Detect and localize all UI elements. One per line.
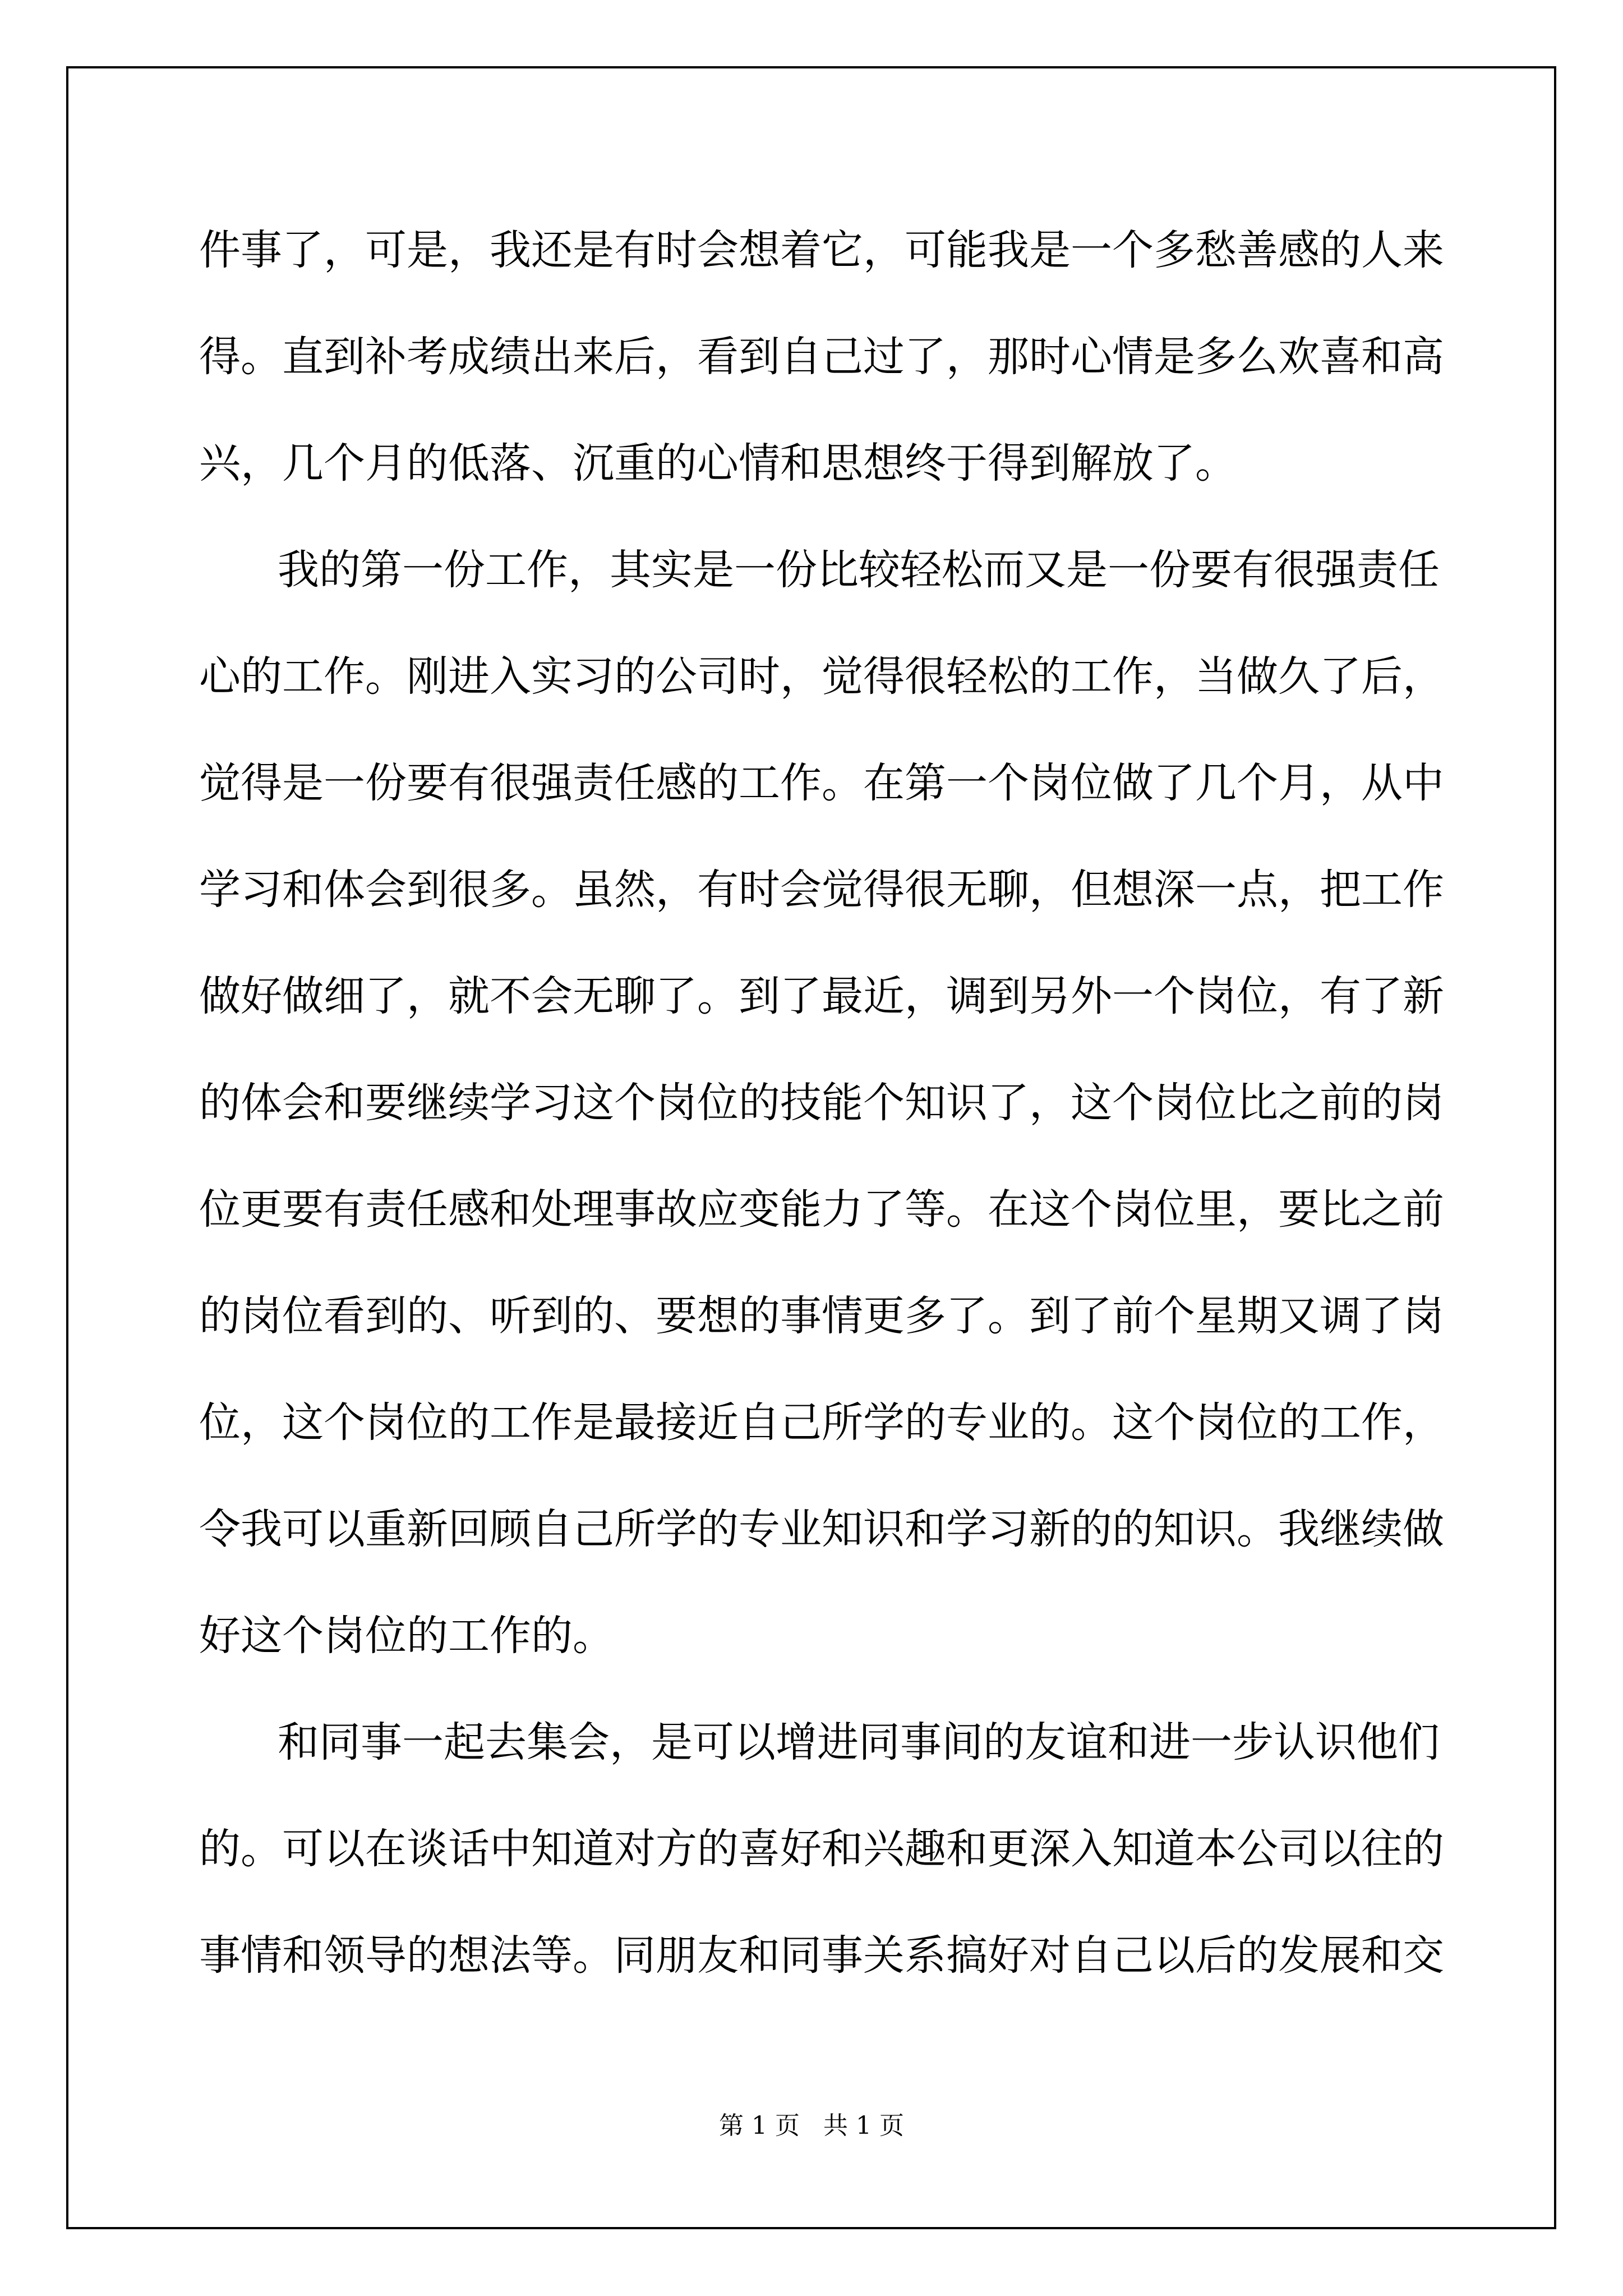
- text-line: 做好做细了，就不会无聊了。到了最近，调到另外一个岗位，有了新: [199, 972, 1444, 1020]
- text-line: 件事了，可是，我还是有时会想着它，可能我是一个多愁善感的人来: [199, 226, 1444, 274]
- text-line: 觉得是一份要有很强责任感的工作。在第一个岗位做了几个月，从中: [199, 759, 1444, 807]
- text-line: 的体会和要继续学习这个岗位的技能个知识了，这个岗位比之前的岗: [199, 1079, 1444, 1127]
- text-line: 位，这个岗位的工作是最接近自己所学的专业的。这个岗位的工作，: [199, 1398, 1444, 1447]
- text-line: 心的工作。刚进入实习的公司时，觉得很轻松的工作，当做久了后，: [199, 652, 1444, 701]
- text-line: 我的第一份工作，其实是一份比较轻松而又是一份要有很强责任: [278, 546, 1440, 594]
- text-line: 的。可以在谈话中知道对方的喜好和兴趣和更深入知道本公司以往的: [199, 1825, 1444, 1873]
- text-line: 事情和领导的想法等。同朋友和同事关系搞好对自己以后的发展和交: [199, 1931, 1444, 1980]
- text-line: 令我可以重新回顾自己所学的专业知识和学习新的的知识。我继续做: [199, 1505, 1444, 1553]
- text-line: 好这个岗位的工作的。: [199, 1612, 614, 1660]
- text-line: 兴，几个月的低落、沉重的心情和思想终于得到解放了。: [199, 439, 1237, 487]
- text-line: 和同事一起去集会，是可以增进同事间的友谊和进一步认识他们: [278, 1718, 1440, 1766]
- text-line: 的岗位看到的、听到的、要想的事情更多了。到了前个星期又调了岗: [199, 1292, 1444, 1340]
- text-line: 学习和体会到很多。虽然，有时会觉得很无聊，但想深一点，把工作: [199, 866, 1444, 914]
- text-line: 位更要有责任感和处理事故应变能力了等。在这个岗位里，要比之前: [199, 1185, 1444, 1234]
- text-line: 得。直到补考成绩出来后，看到自己过了，那时心情是多么欢喜和高: [199, 333, 1444, 381]
- page-number-footer: 第 1 页 共 1 页: [719, 2111, 904, 2140]
